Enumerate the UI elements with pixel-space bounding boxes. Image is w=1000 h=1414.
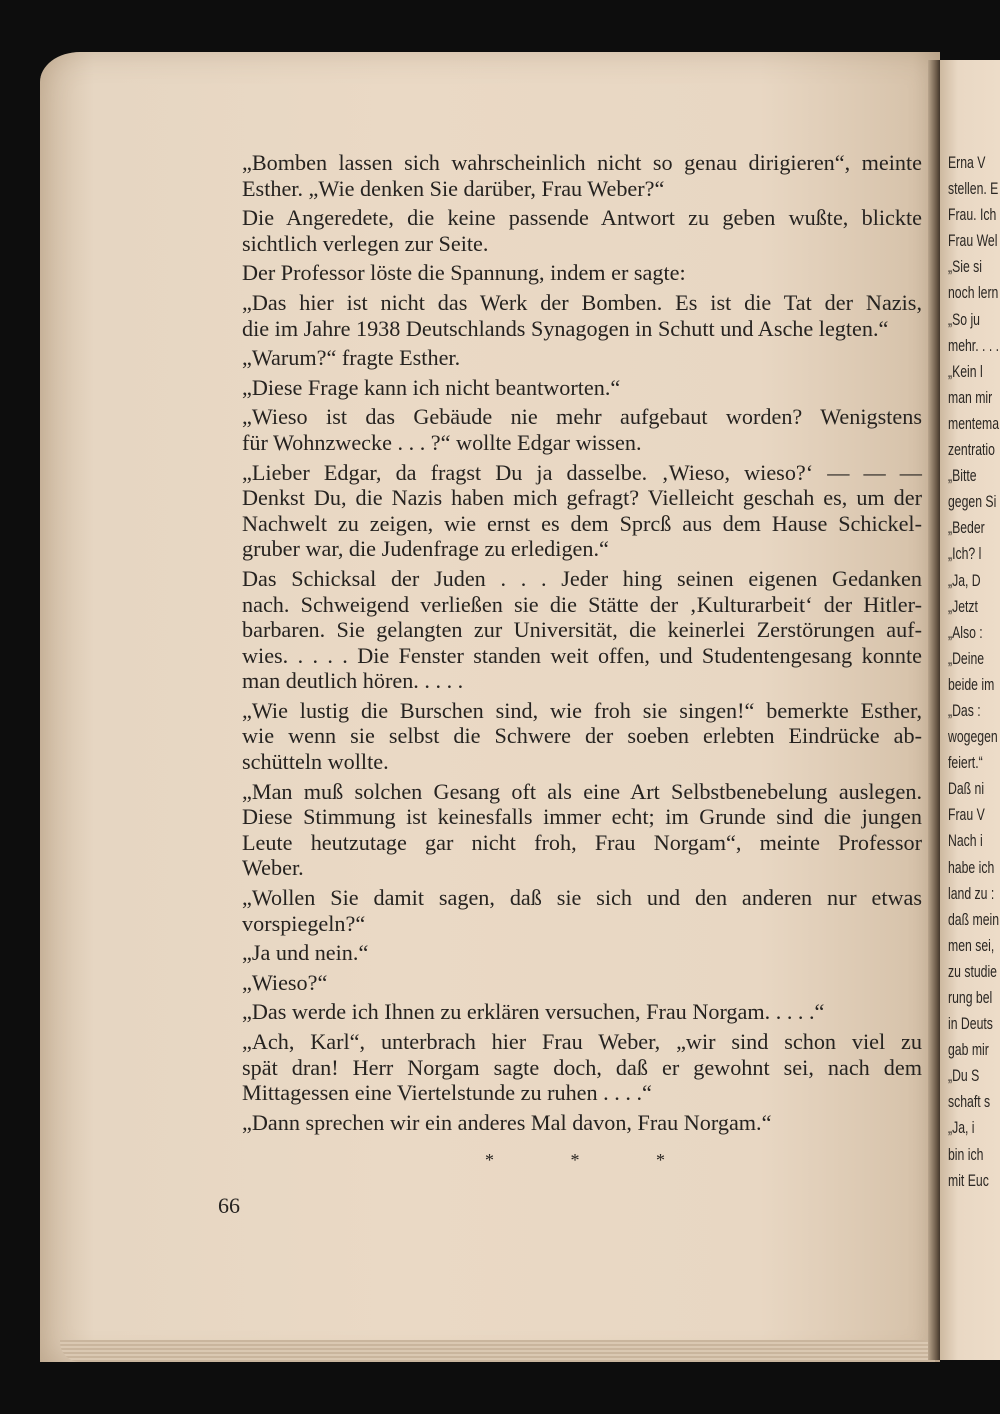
text-line: „Wieso?“ [242,969,328,995]
facing-page-line: „Deine [948,648,985,668]
text-line: Leute heutzutage gar nicht froh, Frau Norgam“, meinte Professor [242,829,922,855]
text-line: Mittagessen eine Viertelstunde zu ruhen . . . .“ [242,1080,652,1106]
facing-page-line: Erna V [948,153,986,172]
text-line: „Dann sprechen wir ein anderes Mal davon, Frau Norgam.“ [242,1109,772,1135]
text-line: „Diese Frage kann ich nicht beantworten.“ [242,374,621,400]
paragraph [220,779,922,881]
text-line: „Lieber Edgar, da fragst Du ja dasselbe. ‚Wieso, wieso?‘ — — — [242,459,922,485]
facing-page-line: „Ja, D [948,570,981,590]
facing-page-line: Frau V [948,805,985,825]
text-line: „Das hier ist nicht das Werk der Bomben. Es ist die Tat der Nazis, [242,289,922,315]
facing-page-line: mit Euc [948,1170,989,1190]
paragraph [220,1029,922,1106]
text-line: „Man muß solchen Gesang oft als eine Art Selbstbenebelung auslegen. [242,778,922,804]
text-line: barbaren. Sie gelangten zur Universität, die keinerlei Zerstörungen auf- [242,617,922,643]
text-line: „Ach, Karl“, unterbrach hier Frau Weber, „wir sind schon viel zu [242,1029,922,1054]
facing-page-line: „Jetzt [948,596,978,616]
text-line: die im Jahre 1938 Deutschlands Synagogen in Schutt und Asche legten.“ [242,315,889,341]
separator-star: * [656,1150,665,1170]
facing-page-line: in Deuts [948,1014,993,1034]
facing-page-line: schaft s [948,1092,991,1112]
facing-page-line: „Du S [948,1066,980,1086]
text-line: wies. . . . . Die Fenster standen weit offen, und Studentengesang konnte [242,642,922,668]
facing-page-line: Nach i [948,831,983,851]
text-line: man deutlich hören. . . . . [242,668,464,694]
facing-page-line: gegen Si [948,492,997,512]
text-line: „Ja und nein.“ [242,940,369,966]
separator-star: * [485,1150,494,1170]
paragraph [220,885,922,936]
text-line: Der Professor löste die Spannung, indem er sagte: [242,260,686,286]
paragraph [220,460,922,562]
paragraph [220,375,922,401]
facing-page-line: „Kein l [948,361,983,381]
facing-page-line: „Ich? l [948,544,982,564]
facing-page-line: zentratio [948,440,995,460]
facing-page-line: habe ich [948,857,995,877]
text-line: spät dran! Herr Norgam sagte doch, daß er gewohnt sei, nach dem [242,1054,922,1080]
text-line: Das Schicksal der Juden . . . Jeder hing seinen eigenen Gedanken [242,565,922,591]
paragraph [220,566,922,694]
paragraph [220,205,922,256]
page-edges [60,1340,935,1362]
text-line: sichtlich verlegen zur Seite. [242,230,489,256]
text-line: gruber war, die Judenfrage zu erledigen.“ [242,536,609,562]
page-number: 66 [218,1193,240,1218]
facing-page-line: noch lern [948,283,999,303]
page-body-text [220,150,922,1139]
text-line: Die Angeredete, die keine passende Antwort zu geben wußte, blickte [242,205,922,231]
facing-page-line: beide im [948,674,995,694]
facing-page-line: zu studie [948,961,997,981]
paragraph [220,290,922,341]
text-line: „Das werde ich Ihnen zu erklären versuchen, Frau Norgam. . . . .“ [242,999,825,1025]
text-line: vorspiegeln?“ [242,910,366,936]
facing-page-line: gab mir [948,1040,989,1060]
text-line: Esther. „Wie denken Sie darüber, Frau Weber?“ [242,175,665,201]
facing-page-line: „Ja, i [948,1118,975,1138]
facing-page-line: „Das : [948,700,981,720]
facing-page-line: wogegen [948,727,998,747]
facing-page-line: Frau. Ich [948,205,997,225]
text-line: Diese Stimmung ist keinesfalls immer echt; im Grunde sind die jungen [242,804,922,830]
paragraph [220,970,922,996]
facing-page-line: mentema [948,413,1000,433]
facing-page-line: land zu : [948,883,995,903]
section-separator [485,1150,665,1171]
facing-page-line: men sei, [948,935,995,955]
text-line: „Wie lustig die Burschen sind, wie froh sie singen!“ bemerkte Esther, [242,697,922,723]
text-line: nach. Schweigend verließen sie die Stätte der ‚Kulturarbeit‘ der Hitler- [242,591,922,617]
facing-page-line: „Beder [948,518,985,538]
facing-page-line: „Also : [948,622,983,642]
paragraph [220,150,922,201]
text-line: „Warum?“ fragte Esther. [242,345,461,371]
paragraph [220,999,922,1025]
facing-page-line: stellen. E [948,179,999,199]
paragraph [220,1110,922,1136]
facing-page-line: feiert.“ [948,753,983,773]
text-line: Weber. [242,855,304,881]
text-line: „Bomben lassen sich wahrscheinlich nicht so genau dirigieren“, meinte [242,150,922,175]
separator-star: * [570,1150,580,1170]
paragraph [220,698,922,775]
facing-page-line: daß mein [948,909,1000,929]
text-line: „Wollen Sie damit sagen, daß sie sich und den anderen nur etwas [242,885,922,911]
paragraph [220,940,922,966]
facing-page-line: Frau Wel [948,231,998,251]
text-line: schütteln wollte. [242,749,389,775]
text-line: Nachwelt zu zeigen, wie ernst es dem Sprcß aus dem Hause Schickel- [242,510,922,536]
text-line: „Wieso ist das Gebäude nie mehr aufgebaut worden? Wenigstens [242,404,922,430]
text-line: wie wenn sie selbst die Schwere der soeben erlebten Eindrücke ab- [242,723,922,749]
paragraph [220,260,922,286]
facing-page-line: rung bel [948,988,993,1007]
paragraph [220,345,922,371]
facing-page-line: Daß ni [948,779,985,799]
text-line: Denkst Du, die Nazis haben mich gefragt? Vielleicht geschah es, um der [242,485,922,511]
facing-page-line: „So ju [948,309,980,329]
facing-page-line: mehr. . . . [948,335,1000,355]
facing-page-line: man mir [948,387,993,407]
text-line: für Wohnzwecke . . . ?“ wollte Edgar wissen. [242,429,642,455]
facing-page-line: bin ich [948,1144,984,1164]
facing-page-fragments [948,150,1000,1194]
paragraph [220,404,922,455]
facing-page-line: „Sie si [948,257,983,277]
facing-page-line: „Bitte [948,466,977,486]
